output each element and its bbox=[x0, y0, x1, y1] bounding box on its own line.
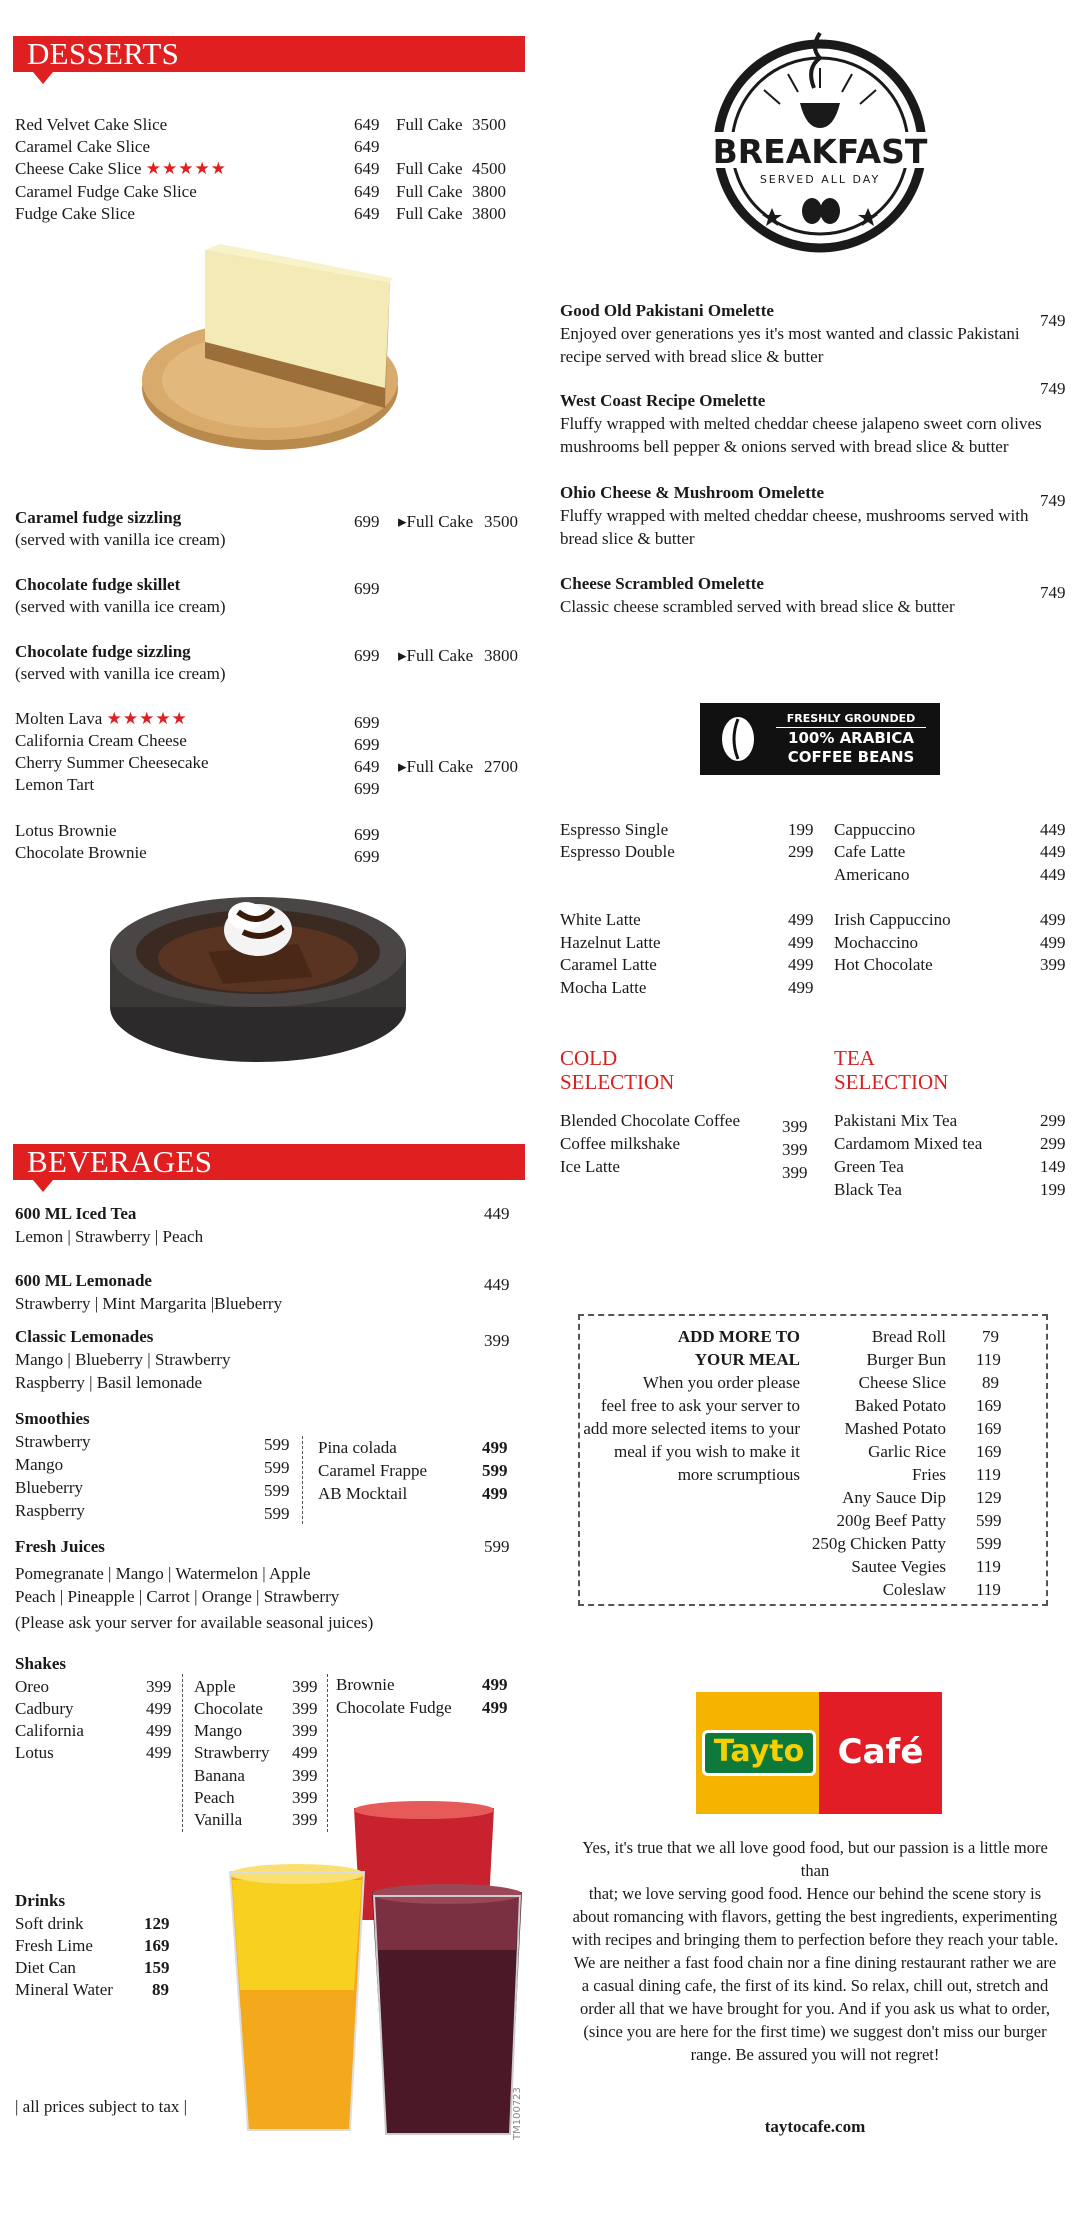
item-price: 649 bbox=[354, 137, 380, 156]
item-name: Good Old Pakistani Omelette bbox=[560, 301, 774, 320]
list-item: Chocolate Fudge bbox=[336, 1698, 452, 1717]
add-more-desc: more scrumptious bbox=[677, 1465, 800, 1484]
item-price: 499 bbox=[788, 978, 814, 997]
item-price: 299 bbox=[788, 842, 814, 861]
list-item: California Cream Cheese bbox=[15, 731, 187, 750]
list-item: Brownie bbox=[336, 1675, 395, 1694]
list-item: Coffee milkshake bbox=[560, 1134, 681, 1153]
item-price: 89 bbox=[152, 1980, 169, 1999]
item-price: 499 bbox=[1040, 933, 1066, 952]
item-desc: Classic cheese scrambled served with bread slice & butter bbox=[560, 597, 955, 616]
list-item: 250g Chicken Patty bbox=[811, 1534, 946, 1553]
item-price: 399 bbox=[484, 1331, 510, 1350]
list-item: Caramel Latte bbox=[560, 955, 657, 974]
list-item: Baked Potato bbox=[854, 1396, 946, 1415]
list-item: Fudge Cake Slice bbox=[15, 204, 135, 223]
item-price: 649 bbox=[354, 757, 380, 776]
list-item: Garlic Rice bbox=[868, 1442, 946, 1461]
item-price: 499 bbox=[1040, 910, 1066, 929]
item-price: 299 bbox=[1040, 1111, 1066, 1130]
item-price: 599 bbox=[264, 1481, 290, 1500]
rating-stars-icon: ★★★★★ bbox=[106, 709, 188, 728]
item-price: 599 bbox=[976, 1534, 1002, 1553]
beverages-banner bbox=[13, 1144, 525, 1180]
add-more-title: YOUR MEAL bbox=[694, 1350, 800, 1369]
item-price: 599 bbox=[264, 1504, 290, 1523]
item-price: 499 bbox=[482, 1438, 508, 1457]
badge-line1: FRESHLY GROUNDED bbox=[776, 711, 926, 728]
add-more-desc: meal if you wish to make it bbox=[613, 1442, 800, 1461]
item-name: Molten Lava bbox=[15, 709, 103, 728]
list-item: Strawberry bbox=[194, 1743, 270, 1762]
item-price: 399 bbox=[292, 1699, 318, 1718]
item-price: 199 bbox=[1040, 1180, 1066, 1199]
item-name: Cheese Scrambled Omelette bbox=[560, 574, 764, 593]
item-price: 169 bbox=[144, 1936, 170, 1955]
item-flavors: Raspberry | Basil lemonade bbox=[15, 1373, 203, 1392]
list-item: Cardamom Mixed tea bbox=[834, 1134, 983, 1153]
item-price: 499 bbox=[482, 1484, 508, 1503]
item-price: 149 bbox=[1040, 1157, 1066, 1176]
list-item: Green Tea bbox=[834, 1157, 904, 1176]
list-item: Blueberry bbox=[15, 1478, 83, 1497]
item-price: 449 bbox=[484, 1204, 510, 1223]
item-price: 499 bbox=[146, 1721, 172, 1740]
item-price: 699 bbox=[354, 579, 380, 598]
full-cake-label: Full Cake bbox=[396, 115, 463, 134]
item-name: Chocolate fudge skillet bbox=[15, 575, 181, 594]
item-price: 699 bbox=[354, 847, 380, 866]
item-price: 79 bbox=[982, 1327, 999, 1346]
item-name: West Coast Recipe Omelette bbox=[560, 391, 766, 410]
section-title: SELECTION bbox=[560, 1070, 675, 1094]
list-item: Caramel Fudge Cake Slice bbox=[15, 182, 197, 201]
list-item: Fresh Lime bbox=[15, 1936, 93, 1955]
list-item: Lemon Tart bbox=[15, 775, 95, 794]
list-item: Black Tea bbox=[834, 1180, 902, 1199]
item-price: 499 bbox=[788, 955, 814, 974]
brand-story bbox=[570, 1836, 1060, 2066]
item-desc: Fluffy wrapped with melted cheddar cheese, mushrooms served with bbox=[560, 506, 1029, 525]
list-item: 200g Beef Patty bbox=[836, 1511, 946, 1530]
story-line: We are neither a fast food chain nor a fine dining restaurant rather we are bbox=[573, 1953, 1057, 1972]
list-item: Irish Cappuccino bbox=[834, 910, 951, 929]
item-price: 119 bbox=[976, 1465, 1001, 1484]
list-item: Vanilla bbox=[194, 1810, 243, 1829]
item-desc: Fluffy wrapped with melted cheddar cheese jalapeno sweet corn olives bbox=[560, 414, 1042, 433]
item-price: 699 bbox=[354, 735, 380, 754]
list-item: Mango bbox=[15, 1455, 64, 1474]
item-name: Chocolate fudge sizzling bbox=[15, 642, 191, 661]
list-item: AB Mocktail bbox=[318, 1484, 408, 1503]
list-item: Hot Chocolate bbox=[834, 955, 933, 974]
full-cake-price: 2700 bbox=[484, 757, 518, 776]
item-flavors: Pomegranate | Mango | Watermelon | Apple bbox=[15, 1564, 311, 1583]
full-cake-price: 3500 bbox=[472, 115, 506, 134]
section-title: Smoothies bbox=[15, 1409, 90, 1428]
item-price: 119 bbox=[976, 1557, 1001, 1576]
item-price: 499 bbox=[482, 1698, 508, 1717]
item-flavors: Peach | Pineapple | Carrot | Orange | Strawberry bbox=[15, 1587, 340, 1606]
item-price: 599 bbox=[264, 1458, 290, 1477]
item-note: (served with vanilla ice cream) bbox=[15, 597, 226, 616]
item-price: 699 bbox=[354, 779, 380, 798]
item-price: 649 bbox=[354, 115, 380, 134]
section-title: COLD bbox=[560, 1046, 618, 1070]
item-price: 119 bbox=[976, 1580, 1001, 1599]
list-item: Bread Roll bbox=[871, 1327, 946, 1346]
section-title: Drinks bbox=[15, 1891, 66, 1910]
list-item: Red Velvet Cake Slice bbox=[15, 115, 168, 134]
breakfast-logo bbox=[702, 28, 938, 258]
story-line: about romancing with flavors, getting the best ingredients, experimenting bbox=[572, 1907, 1058, 1926]
item-price: 499 bbox=[482, 1675, 508, 1694]
item-price: 449 bbox=[1040, 865, 1066, 884]
full-cake-price: 3800 bbox=[472, 182, 506, 201]
tax-note: | all prices subject to tax | bbox=[15, 2097, 188, 2116]
item-price: 649 bbox=[354, 159, 380, 178]
list-item: Banana bbox=[194, 1766, 245, 1785]
item-desc: Enjoyed over generations yes it's most wanted and classic Pakistani bbox=[560, 324, 1020, 343]
item-price: 749 bbox=[1040, 491, 1066, 510]
item-price: 749 bbox=[1040, 583, 1066, 602]
list-item: Mocha Latte bbox=[560, 978, 647, 997]
item-price: 299 bbox=[1040, 1134, 1066, 1153]
item-price: 599 bbox=[484, 1537, 510, 1556]
list-item: Cheese Slice bbox=[858, 1373, 946, 1392]
story-line: that; we love serving good food. Hence our behind the scene story is bbox=[588, 1884, 1042, 1903]
badge-line3: COFFEE BEANS bbox=[787, 748, 915, 766]
item-desc: recipe served with bread slice & butter bbox=[560, 347, 824, 366]
list-item: Pina colada bbox=[318, 1438, 397, 1457]
item-price: 599 bbox=[976, 1511, 1002, 1530]
list-item: White Latte bbox=[560, 910, 641, 929]
desserts-banner bbox=[13, 36, 525, 72]
list-item: Caramel Cake Slice bbox=[15, 137, 151, 156]
item-price: 169 bbox=[976, 1442, 1002, 1461]
item-name: Cheese Cake Slice bbox=[15, 159, 142, 178]
item-note: (served with vanilla ice cream) bbox=[15, 664, 226, 683]
item-price: 399 bbox=[1040, 955, 1066, 974]
item-price: 499 bbox=[788, 910, 814, 929]
item-price: 499 bbox=[788, 933, 814, 952]
list-item: Peach bbox=[194, 1788, 235, 1807]
full-cake-label: Full Cake bbox=[396, 204, 463, 223]
item-price: 169 bbox=[976, 1419, 1002, 1438]
full-cake-label: Full Cake bbox=[406, 757, 474, 776]
coffee-bean-icon bbox=[718, 715, 758, 763]
item-price: 399 bbox=[292, 1721, 318, 1740]
item-price: 119 bbox=[976, 1350, 1001, 1369]
list-item: Strawberry bbox=[15, 1432, 91, 1451]
list-item: Apple bbox=[194, 1677, 236, 1696]
list-item: Caramel Frappe bbox=[318, 1461, 428, 1480]
item-price: 399 bbox=[292, 1677, 318, 1696]
item-price: 649 bbox=[354, 182, 380, 201]
item-price: 399 bbox=[292, 1810, 318, 1829]
item-price: 599 bbox=[264, 1435, 290, 1454]
story-line: a casual dining cafe, the first of its kind. So relax, chill out, stretch and bbox=[581, 1976, 1049, 1995]
divider bbox=[302, 1436, 303, 1524]
item-price: 399 bbox=[292, 1766, 318, 1785]
item-price: 399 bbox=[146, 1677, 172, 1696]
story-line: range. Be assured you will not regret! bbox=[690, 2045, 940, 2064]
list-item: Espresso Single bbox=[560, 820, 669, 839]
tayto-cafe-logo bbox=[696, 1692, 942, 1814]
logo-right-text: Café bbox=[837, 1732, 924, 1772]
item-price: 699 bbox=[354, 825, 380, 844]
website-link[interactable]: taytocafe.com bbox=[764, 2117, 866, 2136]
breakfast-logo-subtitle: SERVED ALL DAY bbox=[759, 173, 881, 186]
item-name: 600 ML Lemonade bbox=[15, 1271, 152, 1290]
list-item: Cherry Summer Cheesecake bbox=[15, 753, 209, 772]
logo-left-text: Tayto bbox=[713, 1734, 805, 1769]
item-price: 699 bbox=[354, 646, 380, 665]
list-item: Chocolate Brownie bbox=[15, 843, 147, 862]
section-title: TEA bbox=[834, 1046, 875, 1070]
list-item: Lotus bbox=[15, 1743, 54, 1762]
divider bbox=[182, 1674, 183, 1832]
list-item: Soft drink bbox=[15, 1914, 84, 1933]
list-item: Ice Latte bbox=[560, 1157, 620, 1176]
item-name: 600 ML Iced Tea bbox=[15, 1204, 137, 1223]
list-item: Cappuccino bbox=[834, 820, 916, 839]
list-item: Blended Chocolate Coffee bbox=[560, 1111, 741, 1130]
list-item: Chocolate bbox=[194, 1699, 263, 1718]
list-item: Oreo bbox=[15, 1677, 49, 1696]
item-price: 199 bbox=[788, 820, 814, 839]
section-title: SELECTION bbox=[834, 1070, 949, 1094]
coffee-beans-badge bbox=[700, 703, 940, 775]
list-item: Any Sauce Dip bbox=[842, 1488, 946, 1507]
item-flavors: Strawberry | Mint Margarita |Blueberry bbox=[15, 1294, 283, 1313]
item-price: 169 bbox=[976, 1396, 1002, 1415]
full-cake-option: ▸Full Cake bbox=[398, 512, 474, 531]
list-item bbox=[15, 708, 188, 730]
item-price: 399 bbox=[782, 1140, 808, 1159]
item-price: 129 bbox=[144, 1914, 170, 1933]
list-item: Pakistani Mix Tea bbox=[834, 1111, 958, 1130]
full-cake-price: 3800 bbox=[472, 204, 506, 223]
list-item: Coleslaw bbox=[882, 1580, 946, 1599]
item-flavors: Lemon | Strawberry | Peach bbox=[15, 1227, 204, 1246]
list-item: Americano bbox=[834, 865, 910, 884]
full-cake-label: Full Cake bbox=[406, 512, 474, 531]
print-code: TM100723 bbox=[512, 2087, 523, 2140]
list-item: Espresso Double bbox=[560, 842, 675, 861]
full-cake-label: Full Cake bbox=[406, 646, 474, 665]
item-price: 699 bbox=[354, 713, 380, 732]
add-more-title: ADD MORE TO bbox=[677, 1327, 800, 1346]
story-line: with recipes and bringing them to perfection before they reach your table. bbox=[571, 1930, 1059, 1949]
item-name: Caramel fudge sizzling bbox=[15, 508, 182, 527]
add-more-desc: When you order please bbox=[642, 1373, 800, 1392]
item-price: 749 bbox=[1040, 311, 1066, 330]
full-cake-option: ▸Full Cake bbox=[398, 757, 474, 776]
list-item: Sautee Vegies bbox=[851, 1557, 946, 1576]
list-item: Mashed Potato bbox=[844, 1419, 946, 1438]
list-item: Cadbury bbox=[15, 1699, 74, 1718]
beverages-title: BEVERAGES bbox=[27, 1144, 213, 1179]
story-line: Yes, it's true that we all love good food, but our passion is a little more than bbox=[582, 1838, 1048, 1880]
add-more-desc: add more selected items to your bbox=[583, 1419, 800, 1438]
item-name: Classic Lemonades bbox=[15, 1327, 154, 1346]
item-price: 159 bbox=[144, 1958, 170, 1977]
section-title: Shakes bbox=[15, 1654, 67, 1673]
item-price: 89 bbox=[982, 1373, 999, 1392]
story-line: (since you are here for the first time) we suggest don't miss our burger bbox=[583, 2022, 1047, 2041]
item-price: 699 bbox=[354, 512, 380, 531]
item-desc: mushrooms bell pepper & onions served with bread slice & butter bbox=[560, 437, 1009, 456]
list-item: Mochaccino bbox=[834, 933, 919, 952]
cheesecake-image bbox=[130, 238, 420, 453]
full-cake-price: 3800 bbox=[484, 646, 518, 665]
item-flavors: Mango | Blueberry | Strawberry bbox=[15, 1350, 231, 1369]
item-desc: bread slice & butter bbox=[560, 529, 695, 548]
badge-line2: 100% ARABICA bbox=[788, 729, 914, 747]
item-price: 449 bbox=[484, 1275, 510, 1294]
item-price: 499 bbox=[146, 1699, 172, 1718]
add-more-desc: feel free to ask your server to bbox=[600, 1396, 800, 1415]
item-price: 499 bbox=[146, 1743, 172, 1762]
list-item: Burger Bun bbox=[866, 1350, 946, 1369]
item-note: (served with vanilla ice cream) bbox=[15, 530, 226, 549]
desserts-title: DESSERTS bbox=[27, 36, 180, 71]
item-price: 499 bbox=[292, 1743, 318, 1762]
item-price: 399 bbox=[782, 1163, 808, 1182]
list-item: Cafe Latte bbox=[834, 842, 906, 861]
breakfast-logo-title: BREAKFAST bbox=[712, 132, 928, 171]
item-price: 749 bbox=[1040, 379, 1066, 398]
full-cake-option: ▸Full Cake bbox=[398, 646, 474, 665]
rating-stars-icon: ★★★★★ bbox=[145, 159, 227, 178]
list-item: Lotus Brownie bbox=[15, 821, 117, 840]
list-item: Fries bbox=[912, 1465, 946, 1484]
section-title: Fresh Juices bbox=[15, 1537, 105, 1556]
full-cake-price: 4500 bbox=[472, 159, 506, 178]
list-item: Hazelnut Latte bbox=[560, 933, 661, 952]
full-cake-label: Full Cake bbox=[396, 182, 463, 201]
item-name: Ohio Cheese & Mushroom Omelette bbox=[560, 483, 825, 502]
full-cake-price: 3500 bbox=[484, 512, 518, 531]
list-item: California bbox=[15, 1721, 84, 1740]
item-price: 399 bbox=[292, 1788, 318, 1807]
list-item bbox=[15, 158, 227, 180]
item-price: 399 bbox=[782, 1117, 808, 1136]
item-price: 129 bbox=[976, 1488, 1002, 1507]
full-cake-label: Full Cake bbox=[396, 159, 463, 178]
item-price: 449 bbox=[1040, 820, 1066, 839]
item-price: 649 bbox=[354, 204, 380, 223]
list-item: Diet Can bbox=[15, 1958, 76, 1977]
item-note: (Please ask your server for available seasonal juices) bbox=[15, 1613, 374, 1632]
brownie-skillet-image bbox=[98, 882, 418, 1072]
juice-glasses-image bbox=[226, 1800, 526, 2140]
list-item: Raspberry bbox=[15, 1501, 85, 1520]
list-item: Mineral Water bbox=[15, 1980, 113, 1999]
item-price: 449 bbox=[1040, 842, 1066, 861]
list-item: Mango bbox=[194, 1721, 243, 1740]
story-line: order all that we have brought for you. And if you ask us what to order, bbox=[580, 1999, 1050, 2018]
item-price: 599 bbox=[482, 1461, 508, 1480]
